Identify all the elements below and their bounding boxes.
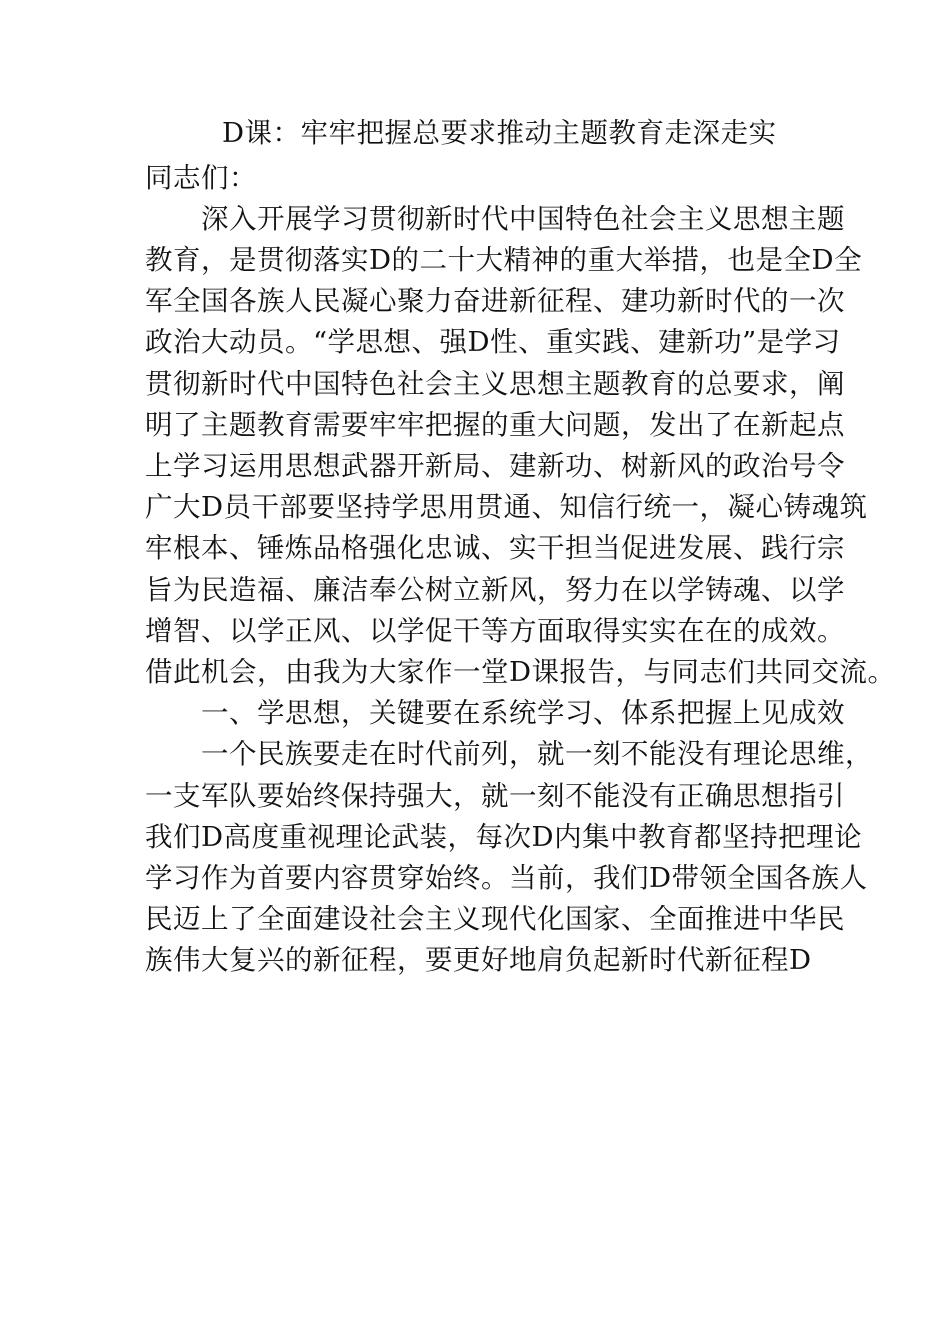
- body-line: 一个民族要走在时代前列，就一刻不能没有理论思维，: [145, 738, 873, 770]
- body-line: 明了主题教育需要牢牢把握的重大问题，发出了在新起点: [145, 409, 845, 441]
- body-line: 旨为民造福、廉洁奉公树立新风，努力在以学铸魂、以学: [145, 574, 845, 606]
- body-line: 借此机会，由我为大家作一堂D课报告，与同志们共同交流。: [145, 656, 896, 688]
- body-line: 广大D员干部要坚持学思用贯通、知信行统一，凝心铸魂筑: [145, 491, 868, 523]
- body-line: 军全国各族人民凝心聚力奋进新征程、建功新时代的一次: [145, 285, 845, 317]
- body-line: 一支军队要始终保持强大，就一刻不能没有正确思想指引: [145, 780, 845, 812]
- body-line: 增智、以学正风、以学促干等方面取得实实在在的成效。: [145, 615, 845, 647]
- salutation: 同志们：: [145, 162, 257, 194]
- body-line: 贯彻新时代中国特色社会主义思想主题教育的总要求，阐: [145, 368, 845, 400]
- body-line: 上学习运用思想武器开新局、建新功、树新风的政治号令: [145, 450, 845, 482]
- body-line: 民迈上了全面建设社会主义现代化国家、全面推进中华民: [145, 903, 845, 935]
- body-line: 牢根本、锤炼品格强化忠诚、实干担当促进发展、践行宗: [145, 532, 845, 564]
- body-line: 族伟大复兴的新征程，要更好地肩负起新时代新征程D: [145, 944, 812, 976]
- body-line: 学习作为首要内容贯穿始终。当前，我们D带领全国各族人: [145, 862, 868, 894]
- section-heading: 一、学思想，关键要在系统学习、体系把握上见成效: [145, 697, 845, 729]
- body-line: 政治大动员。“学思想、强D性、重实践、建新功”是学习: [145, 326, 841, 358]
- document-title: D课：牢牢把握总要求推动主题教育走深走实: [222, 117, 777, 149]
- body-line: 深入开展学习贯彻新时代中国特色社会主义思想主题: [145, 203, 845, 235]
- body-line: 教育，是贯彻落实D的二十大精神的重大举措，也是全D全: [145, 244, 863, 276]
- body-line: 我们D高度重视理论武装，每次D内集中教育都坚持把理论: [145, 821, 863, 853]
